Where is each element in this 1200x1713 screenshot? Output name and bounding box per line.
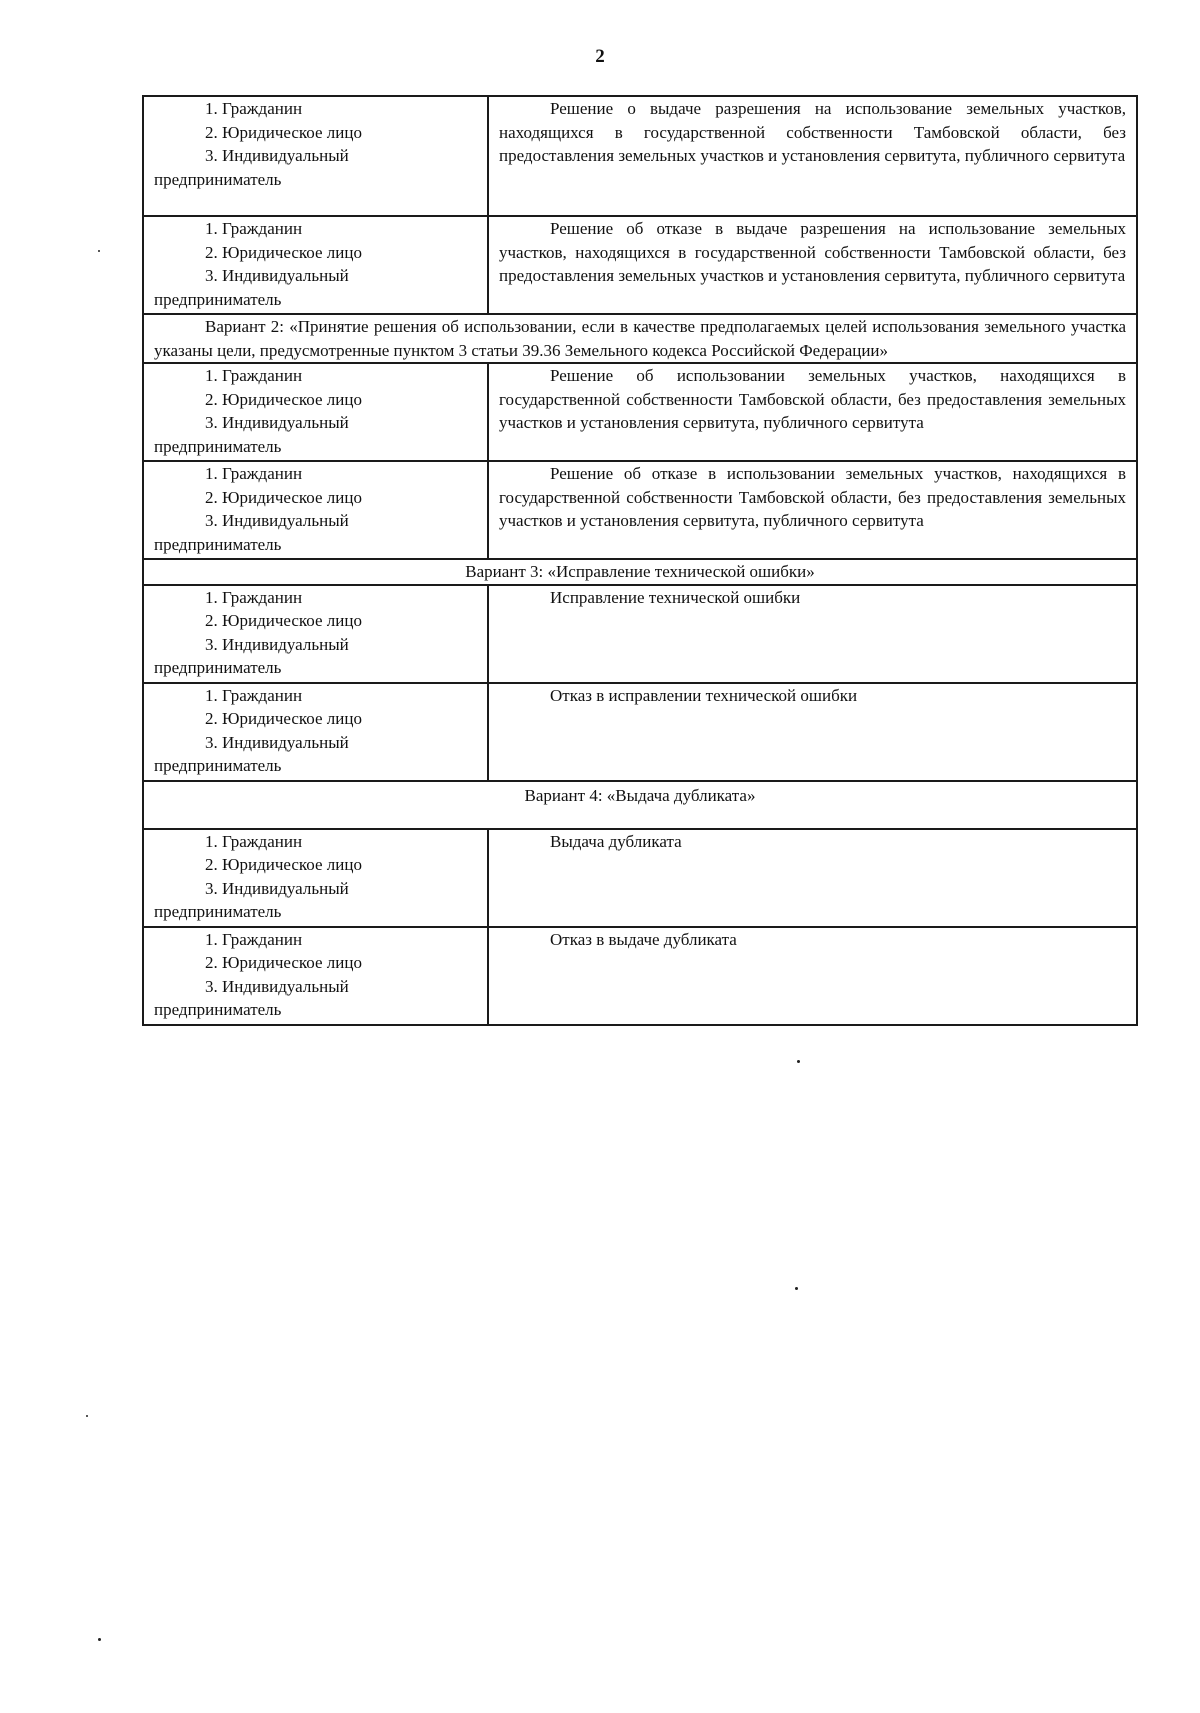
applicant-entrepreneur-cont: предприниматель xyxy=(154,534,282,554)
applicant-legal-entity: 2. Юридическое лицо xyxy=(205,389,362,409)
table-row xyxy=(143,461,1137,559)
table-row xyxy=(143,683,1137,781)
applicant-citizen: 1. Гражданин xyxy=(205,366,303,385)
variant-cell xyxy=(143,781,1137,829)
applicant-entrepreneur-cont: предприниматель xyxy=(154,1000,282,1019)
applicant-entrepreneur: 3. Индивидуальный xyxy=(205,634,349,654)
result-text: Решение об отказе в выдаче разрешения на использование земельных участков, находящихся в государственной собственности Тамбовской области, без предоставления земельных участков и установления сервитута, публичного сервитута xyxy=(499,219,1126,285)
applicant-citizen: 1. Гражданин xyxy=(205,99,303,118)
applicant-entrepreneur-cont: предприниматель xyxy=(154,289,282,309)
result-text: Выдача дубликата xyxy=(550,831,682,851)
scan-speck xyxy=(98,1638,101,1641)
variant-cell xyxy=(143,559,1137,585)
applicant-citizen: 1. Гражданин xyxy=(205,929,303,949)
applicant-citizen: 1. Гражданин xyxy=(205,219,303,238)
applicant-citizen: 1. Гражданин xyxy=(205,464,303,483)
applicant-cell xyxy=(143,96,488,216)
variant-row xyxy=(143,314,1137,363)
applicant-cell xyxy=(143,461,488,559)
applicant-citizen: 1. Гражданин xyxy=(205,831,303,851)
result-text: Решение об отказе в использовании земельных участков, находящихся в государственной собственности Тамбовской области, без предоставления земельных участков и установления сервитута, публичного сервитута xyxy=(499,464,1126,530)
variant-cell xyxy=(143,314,1137,363)
applicant-cell xyxy=(143,829,488,927)
variant-row xyxy=(143,559,1137,585)
applicant-entrepreneur-cont: предприниматель xyxy=(154,756,282,775)
applicant-legal-entity: 2. Юридическое лицо xyxy=(205,709,362,728)
applicant-entrepreneur: 3. Индивидуальный xyxy=(205,146,349,165)
variant-row xyxy=(143,781,1137,829)
page-number: 2 xyxy=(595,46,605,67)
applicant-legal-entity: 2. Юридическое лицо xyxy=(205,855,362,874)
applicant-cell xyxy=(143,216,488,314)
applicant-cell xyxy=(143,683,488,781)
applicant-entrepreneur: 3. Индивидуальный xyxy=(205,976,349,996)
applicant-entrepreneur-cont: предприниматель xyxy=(154,658,282,677)
scan-speck xyxy=(98,250,100,252)
applicant-legal-entity: 2. Юридическое лицо xyxy=(205,242,362,262)
table-row xyxy=(143,363,1137,461)
applicant-cell xyxy=(143,927,488,1025)
result-cell xyxy=(488,461,1137,559)
result-cell xyxy=(488,927,1137,1025)
result-cell xyxy=(488,363,1137,461)
applicant-legal-entity: 2. Юридическое лицо xyxy=(205,487,362,507)
result-text: Решение о выдаче разрешения на использование земельных участков, находящихся в государственной собственности Тамбовской области, без предоставления земельных участков и установления сервитута, публичного сервитута xyxy=(499,99,1126,165)
services-table xyxy=(142,95,1138,1026)
applicant-entrepreneur-cont: предприниматель xyxy=(154,902,282,921)
applicant-entrepreneur-cont: предприниматель xyxy=(154,436,282,456)
applicant-citizen: 1. Гражданин xyxy=(205,685,303,705)
result-cell xyxy=(488,216,1137,314)
applicant-legal-entity: 2. Юридическое лицо xyxy=(205,611,362,630)
applicant-cell xyxy=(143,363,488,461)
applicant-entrepreneur: 3. Индивидуальный xyxy=(205,511,349,530)
table-row xyxy=(143,927,1137,1025)
scan-speck xyxy=(86,1415,88,1417)
variant-2-title: Вариант 2: «Принятие решения об использовании, если в качестве предполагаемых целей использования земельного участка указаны цели, предусмотренные пунктом 3 статьи 39.36 Земельного кодекса Российской Федерации» xyxy=(154,317,1126,360)
scan-speck xyxy=(797,1060,800,1063)
result-text: Исправление технической ошибки xyxy=(550,587,801,607)
table-row xyxy=(143,829,1137,927)
result-text: Решение об использовании земельных участков, находящихся в государственной собственности Тамбовской области, без предоставления земельных участков и установления сервитута, публичного сервитута xyxy=(499,366,1126,432)
applicant-cell xyxy=(143,585,488,683)
table-row xyxy=(143,96,1137,216)
variant-4-title: Вариант 4: «Выдача дубликата» xyxy=(524,785,756,805)
applicant-legal-entity: 2. Юридическое лицо xyxy=(205,122,362,142)
scan-speck xyxy=(795,1287,798,1290)
variant-3-title: Вариант 3: «Исправление технической ошибки» xyxy=(465,562,815,581)
applicant-entrepreneur: 3. Индивидуальный xyxy=(205,878,349,898)
applicant-citizen: 1. Гражданин xyxy=(205,587,303,607)
applicant-entrepreneur: 3. Индивидуальный xyxy=(205,266,349,285)
result-cell xyxy=(488,829,1137,927)
result-text: Отказ в исправлении технической ошибки xyxy=(550,685,858,705)
result-cell xyxy=(488,585,1137,683)
result-cell xyxy=(488,683,1137,781)
applicant-entrepreneur: 3. Индивидуальный xyxy=(205,413,349,432)
table-row xyxy=(143,216,1137,314)
result-cell xyxy=(488,96,1137,216)
applicant-legal-entity: 2. Юридическое лицо xyxy=(205,953,362,972)
result-text: Отказ в выдаче дубликата xyxy=(550,929,737,949)
applicant-entrepreneur-cont: предприниматель xyxy=(154,169,282,189)
table-row xyxy=(143,585,1137,683)
applicant-entrepreneur: 3. Индивидуальный xyxy=(205,732,349,752)
